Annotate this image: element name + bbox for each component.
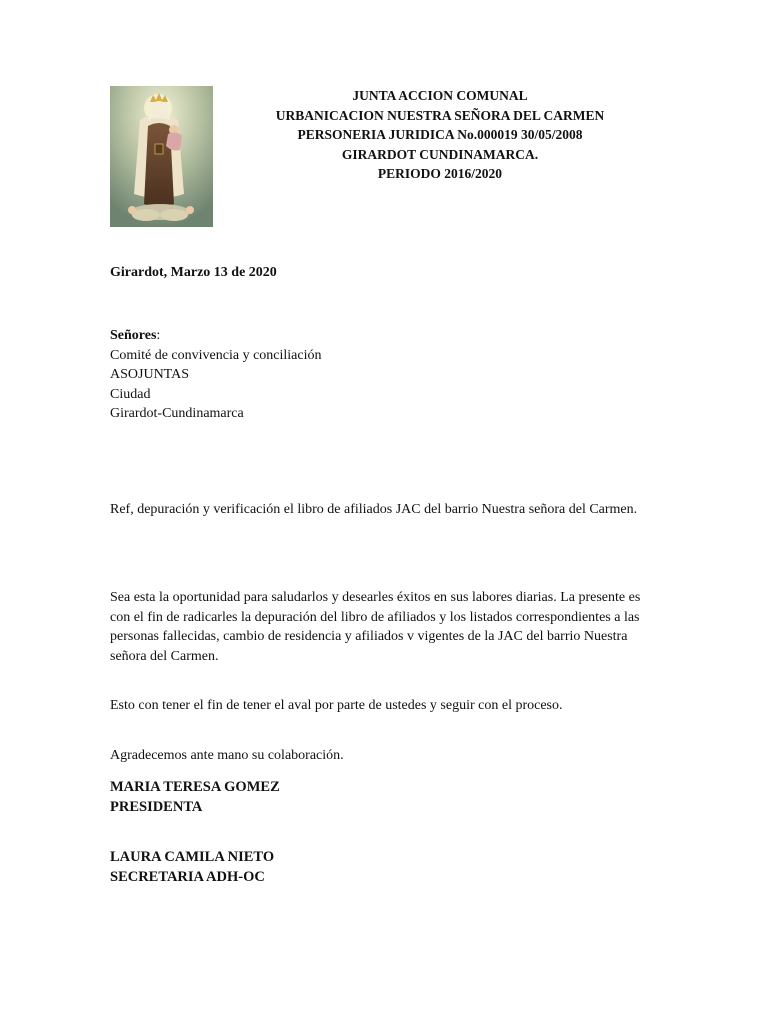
signatory-role: SECRETARIA ADH-OC — [110, 868, 265, 885]
letter-date: Girardot, Marzo 13 de 2020 — [110, 265, 277, 280]
letterhead — [230, 86, 650, 184]
closing-thanks: Agradecemos ante mano su colaboración. — [110, 748, 344, 763]
reference-line: Ref, depuración y verificación el libro de afiliados JAC del barrio Nuestra señora del Carmen. — [110, 502, 638, 517]
signature-block-secretary — [110, 848, 655, 887]
virgin-of-carmen-image — [110, 86, 213, 227]
signatory-name: MARIA TERESA GOMEZ — [110, 779, 280, 795]
addressee-city: Ciudad — [110, 386, 151, 402]
body-paragraph-purpose: Esto con tener el fin de tener el aval por parte de ustedes y seguir con el proceso. — [110, 698, 563, 713]
signatory-name: LAURA CAMILA NIETO — [110, 849, 275, 865]
salutation-colon: : — [156, 328, 161, 343]
letterhead-legal-status: PERSONERIA JURIDICA No.000019 30/05/2008 — [297, 127, 583, 142]
signature-block-president — [110, 778, 655, 817]
addressee-block — [110, 326, 655, 424]
body-paragraph: Sea esta la oportunidad para saludarlos y desearles éxitos en sus labores diarias. La presente es con el fin de radicarles la depuración del libro de afiliados y los listados correspondientes a las personas fallecidas, cambio de residencia y afiliados v vigentes de la JAC del barrio Nuestra señora del Carmen. — [110, 590, 641, 664]
letterhead-urbanization: URBANICACION NUESTRA SEÑORA DEL CARMEN — [275, 107, 605, 123]
addressee-organization: ASOJUNTAS — [110, 367, 190, 382]
letterhead-location: GIRARDOT CUNDINAMARCA. — [341, 146, 539, 162]
salutation — [110, 326, 655, 346]
salutation-text: Señores — [110, 328, 157, 343]
addressee-location: Girardot-Cundinamarca — [110, 406, 244, 421]
addressee-committee: Comité de convivencia y conciliación — [110, 347, 322, 363]
signatory-role: PRESIDENTA — [110, 798, 203, 815]
letterhead-period: PERIODO 2016/2020 — [377, 166, 503, 181]
letterhead-organization: JUNTA ACCION COMUNAL — [352, 88, 528, 103]
